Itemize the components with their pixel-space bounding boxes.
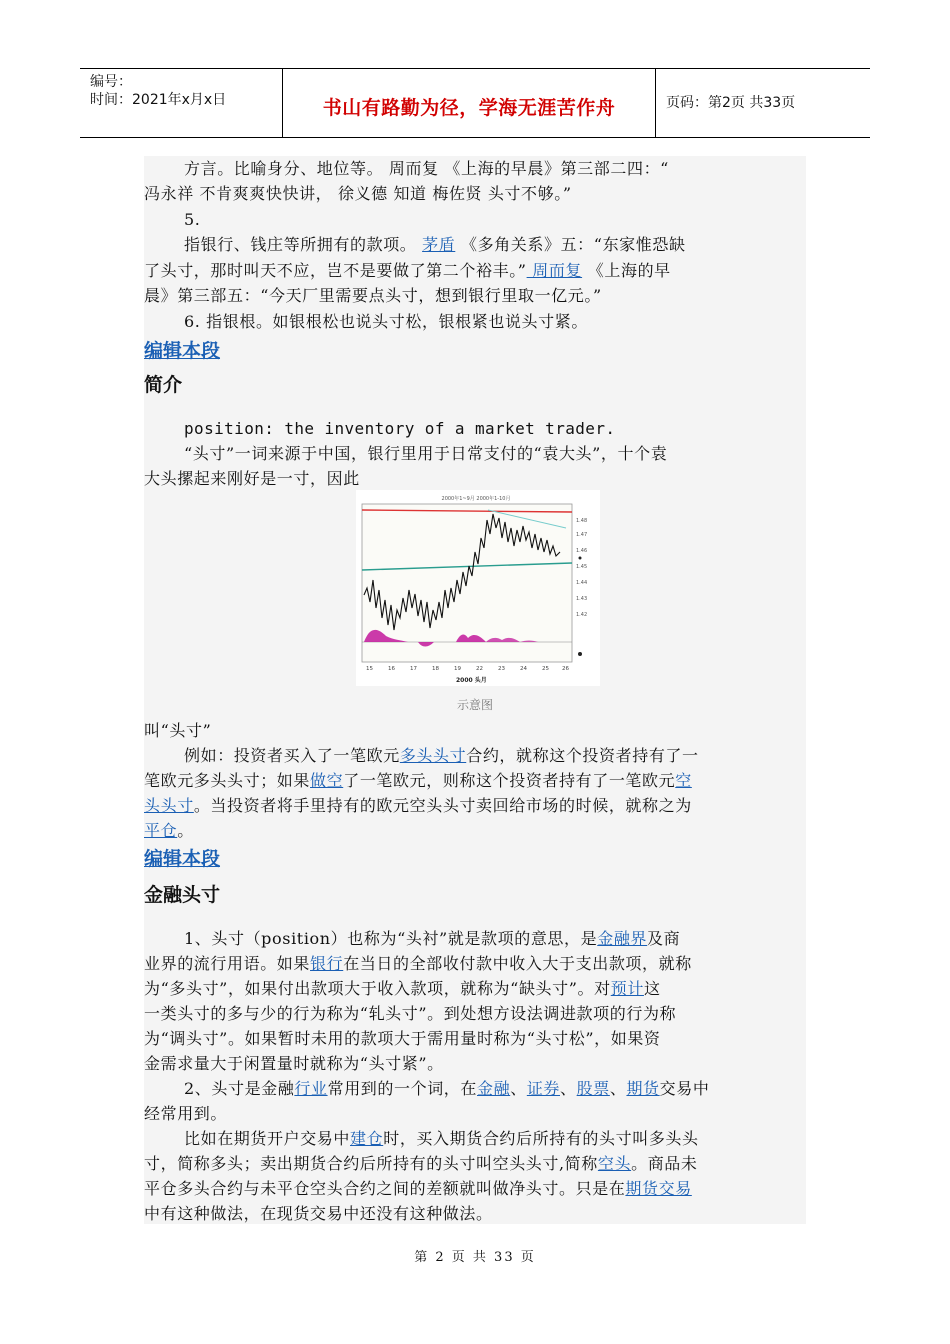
section-heading-intro: 简介 xyxy=(144,374,183,396)
text-line: 5. xyxy=(184,210,201,229)
x-tick: 18 xyxy=(432,666,439,672)
y-tick: 1.45 xyxy=(576,564,588,570)
header-info-cell xyxy=(80,69,283,137)
position-chart-figure xyxy=(356,490,600,686)
text-span: 。商品未 xyxy=(631,1154,698,1173)
text-line xyxy=(184,1128,699,1150)
text-line: 叫“头寸” xyxy=(144,721,212,740)
text-span: 这 xyxy=(643,979,661,998)
link-short-sell[interactable]: 做空 xyxy=(310,771,344,790)
text-line xyxy=(144,978,661,1000)
text-span: 合约，就称这个投资者持有了一 xyxy=(466,746,699,765)
text-line xyxy=(144,820,194,842)
text-span: 寸，简称多头；卖出期货合约后所持有的头寸叫空头头寸,简称 xyxy=(144,1154,598,1173)
x-tick: 19 xyxy=(454,666,461,672)
text-line xyxy=(184,234,686,256)
doc-date-label: 时间：2021年x月x日 xyxy=(90,92,227,108)
text-line xyxy=(144,1178,692,1200)
text-line: 一类头寸的多与少的行为称为“轧头寸”。到处想方设法调进款项的行为称 xyxy=(144,1004,677,1023)
text-line: 中有这种做法，在现货交易中还没有这种做法。 xyxy=(144,1204,493,1223)
link-futures[interactable]: 期货 xyxy=(626,1079,660,1098)
y-tick: 1.47 xyxy=(576,532,588,538)
text-span: 、 xyxy=(560,1079,577,1098)
text-span: 在当日的全部收付款中收入大于支出款项，就称 xyxy=(343,954,692,973)
x-tick: 24 xyxy=(520,666,527,672)
link-stocks[interactable]: 股票 xyxy=(576,1079,610,1098)
text-line xyxy=(144,770,692,792)
text-span: 交易中 xyxy=(659,1079,710,1098)
text-line: “头寸”一词来源于中国，银行里用于日常支付的“袁大头”，十个袁 xyxy=(184,444,668,463)
text-line xyxy=(144,953,692,975)
text-span: 2、头寸是金融 xyxy=(184,1079,295,1098)
price-chart xyxy=(356,490,600,686)
link-finance[interactable]: 金融 xyxy=(477,1079,511,1098)
link-short-position[interactable]: 空 xyxy=(675,771,692,790)
text-line xyxy=(144,795,692,817)
x-tick: 15 xyxy=(366,666,373,672)
x-tick: 17 xyxy=(410,666,417,672)
text-line: 6. 指银根。如银根松也说头寸松，银根紧也说头寸紧。 xyxy=(184,312,588,331)
x-axis-label: 2000 头月 xyxy=(456,677,487,684)
link-open-position[interactable]: 建仓 xyxy=(350,1129,384,1148)
section-heading-finance: 金融头寸 xyxy=(144,884,221,906)
y-tick: 1.46 xyxy=(576,548,588,554)
text-span: 《多角关系》五：“东家惟恐缺 xyxy=(455,235,686,254)
text-line: 为“调头寸”。如果暂时未用的款项大于需用量时称为“头寸松”，如果资 xyxy=(144,1029,661,1048)
text-span: 、 xyxy=(609,1079,627,1098)
link-long-position[interactable]: 多头头寸 xyxy=(399,746,467,765)
text-span: 业界的流行用语。如果 xyxy=(144,954,311,973)
link-close-position[interactable]: 平仓 xyxy=(144,821,178,840)
link-estimate[interactable]: 预计 xyxy=(610,979,644,998)
text-line: 大头摞起来刚好是一寸，因此 xyxy=(144,469,360,488)
y-tick: 1.42 xyxy=(576,612,588,618)
page-footer: 第 2 页 共 33 页 xyxy=(414,1250,536,1265)
article-content xyxy=(144,156,806,1224)
text-line xyxy=(144,260,671,282)
text-span: 为“多头寸”，如果付出款项大于收入款项，就称为“缺头寸”。对 xyxy=(144,979,611,998)
link-maodun[interactable]: 茅盾 xyxy=(422,235,456,254)
text-line xyxy=(184,1078,709,1100)
x-tick: 23 xyxy=(498,666,505,672)
text-span: 时，买入期货合约后所持有的头寸叫多头头 xyxy=(383,1129,699,1148)
text-span: 了一笔欧元，则称这个投资者持有了一笔欧元 xyxy=(343,771,676,790)
x-tick: 16 xyxy=(388,666,395,672)
link-short[interactable]: 空头 xyxy=(597,1154,632,1173)
x-tick: 25 xyxy=(542,666,549,672)
text-span: 、 xyxy=(510,1079,527,1098)
y-tick: 1.43 xyxy=(576,596,588,602)
x-tick: 26 xyxy=(562,666,569,672)
header-page-cell xyxy=(656,69,870,137)
text-line xyxy=(144,1153,698,1175)
text-line: 冯永祥 不肯爽爽快快讲， 徐义德 知道 梅佐贤 头寸不够。” xyxy=(144,184,572,203)
page-header xyxy=(80,68,870,138)
edit-section-link[interactable]: 编辑本段 xyxy=(144,340,221,362)
text-span: 平仓多头合约与未平仓空头合约之间的差额就叫做净头寸。只是在 xyxy=(144,1179,626,1198)
text-span: 及商 xyxy=(647,929,681,948)
page-number-label: 页码：第2页 共33页 xyxy=(666,95,796,111)
text-span: 例如：投资者买入了一笔欧元 xyxy=(184,746,400,765)
text-line xyxy=(184,928,680,950)
header-motto-cell xyxy=(283,69,656,137)
x-tick: 22 xyxy=(476,666,483,672)
text-line: 金需求量大于闲置量时就称为“头寸紧”。 xyxy=(144,1054,444,1073)
text-span: 了头寸，那时叫天不应，岂不是要做了第二个裕丰。” xyxy=(144,261,527,280)
text-span: 笔欧元多头头寸；如果 xyxy=(144,771,311,790)
link-securities[interactable]: 证券 xyxy=(526,1079,561,1098)
text-line: position: the inventory of a market trader. xyxy=(184,419,616,438)
text-span: 常用到的一个词，在 xyxy=(327,1079,477,1098)
link-financial-sector[interactable]: 金融界 xyxy=(597,929,648,948)
link-bank[interactable]: 银行 xyxy=(310,954,344,973)
text-line: 经常用到。 xyxy=(144,1104,228,1123)
y-tick: 1.44 xyxy=(576,580,588,586)
motto: 书山有路勤为径，学海无涯苦作舟 xyxy=(322,97,616,119)
edit-section-link[interactable]: 编辑本段 xyxy=(144,848,221,870)
text-line: 晨》第三部五：“今天厂里需要点头寸，想到银行里取一亿元。” xyxy=(144,286,602,305)
text-span: 比如在期货开户交易中 xyxy=(184,1129,351,1148)
text-span: 。当投资者将手里持有的欧元空头头寸卖回给市场的时候，就称之为 xyxy=(193,796,692,815)
link-zhouerfu[interactable]: 周而复 xyxy=(526,261,583,280)
chart-top-note: 2000年1~9月 2000年1-10月 xyxy=(441,496,511,502)
y-tick: 1.48 xyxy=(576,518,588,524)
text-span: 《上海的早 xyxy=(582,261,671,280)
text-line xyxy=(184,745,699,767)
link-futures-trading[interactable]: 期货交易 xyxy=(625,1179,692,1198)
link-short-position[interactable]: 头头寸 xyxy=(144,796,194,815)
doc-code-label: 编号： xyxy=(90,74,132,90)
text-span: 指银行、钱庄等所拥有的款项。 xyxy=(184,235,423,254)
text-span: 。 xyxy=(177,821,194,840)
text-line: 方言。比喻身分、地位等。 周而复 《上海的早晨》第三部二四：“ xyxy=(184,159,669,178)
text-span: 1、头寸（position）也称为“头衬”就是款项的意思，是 xyxy=(184,929,598,948)
link-industry[interactable]: 行业 xyxy=(294,1079,328,1098)
figure-caption: 示意图 xyxy=(456,698,493,712)
